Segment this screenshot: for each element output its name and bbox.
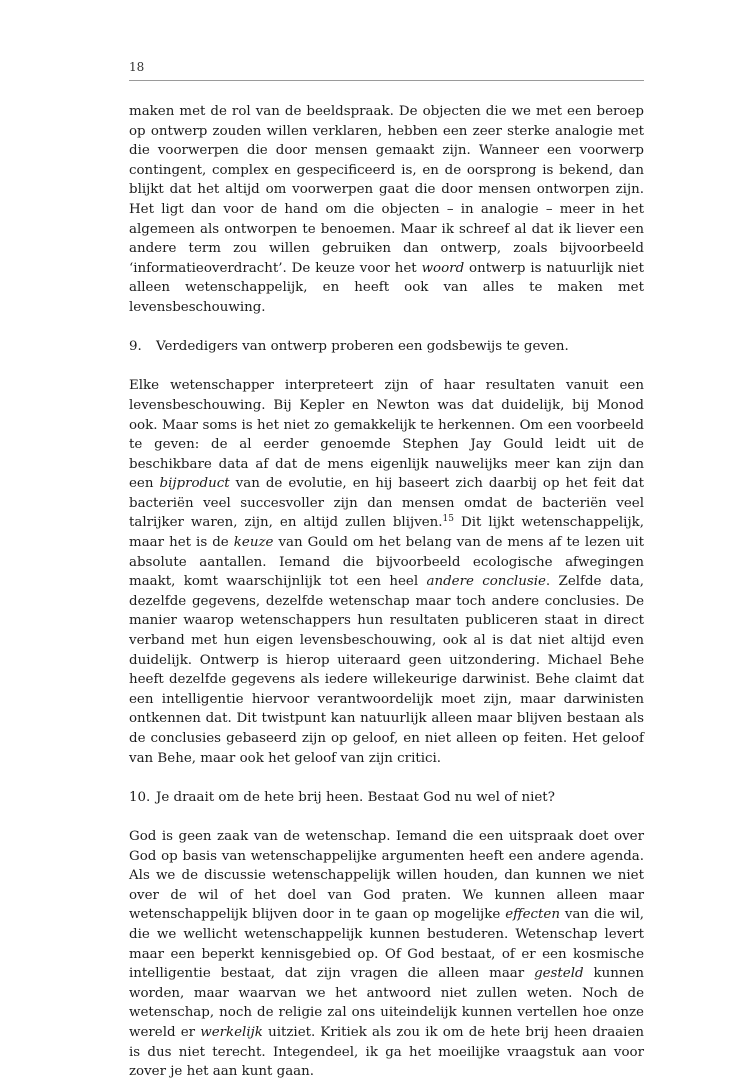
question-heading-10 <box>129 788 644 808</box>
header-rule <box>129 80 644 81</box>
question-text: Je draait om de hete brij heen. Bestaat God nu wel of niet? <box>156 789 555 805</box>
page-content <box>129 102 644 1082</box>
body-paragraph: maken met de rol van de beeldspraak. De objecten die we met een beroep op ontwerp zouden willen verklaren, hebben een zeer sterke analogie met die voorwerpen die door mensen gemaakt zijn. Wanneer een voorwerp contingent, complex en gespecificeerd is, en de oorsprong is bekend, dan blijkt dat het altijd om voorwerpen gaat die door mensen ontworpen zijn. Het ligt dan voor de hand om die objecten – in analogie – meer in het algemeen als ontworpen te benoemen. Maar ik schreef al dat ik liever een andere term zou willen gebruiken dan ontwerp, zoals bijvoorbeeld ‘informatieoverdracht’. De keuze voor het woord ontwerp is natuurlijk niet alleen wetenschappelijk, en heeft ook van alles te maken met levensbeschouwing. <box>129 104 644 315</box>
question-number: 9. <box>129 339 142 355</box>
question-number: 10. <box>129 789 151 805</box>
body-paragraph: Elke wetenschapper interpreteert zijn of haar resultaten vanuit een levensbeschouwing. Bij Kepler en Newton was dat duidelijk, bij Monod ook. Maar soms is het niet zo gemakkelijk te herkennen. Om een voorbeeld te geven: de al eerder genoemde Stephen Jay Gould leidt uit de beschikbare data af dat de mens eigenlijk nauwelijks meer kan zijn dan een bijproduct van de evolutie, en hij baseert zich daarbij op het feit dat bacteriën veel succesvoller zijn dan mensen omdat de bacteriën veel talrijker waren, zijn, en altijd zullen blijven.$^{15}$ Dit lijkt wetenschappelijk, maar het is de keuze van Gould om het belang van de mens af te lezen uit absolute aantallen. Iemand die bijvoorbeeld ecologische afwegingen maakt, komt waarschijnlijk tot een heel andere conclusie. Zelfde data, dezelfde gegevens, dezelfde wetenschap maar toch andere conclusies. De manier waarop wetenschappers hun resultaten publiceren staat in direct verband met hun eigen levensbeschouwing, ook al is dat niet altijd even duidelijk. Ontwerp is hierop uiteraard geen uitzondering. Michael Behe heeft dezelfde gegevens als iedere willekeurige darwinist. Behe claimt dat een intelligentie hiervoor verantwoordelijk moet zijn, maar darwinisten ontkennen dat. Dit twistpunt kan natuurlijk alleen maar blijven bestaan als de conclusies gebaseerd zijn op geloof, en niet alleen op feiten. Het geloof van Behe, maar ook het geloof van zijn critici. <box>129 378 644 766</box>
footnote-marker: 15 <box>442 514 454 525</box>
page-number: 18 <box>129 60 145 74</box>
question-heading-9 <box>129 337 644 357</box>
question-text: Verdedigers van ontwerp proberen een godsbewijs te geven. <box>156 339 569 355</box>
body-paragraph: God is geen zaak van de wetenschap. Iemand die een uitspraak doet over God op basis van wetenschappelijke argumenten heeft een andere agenda. Als we de discussie wetenschappelijk willen houden, dan kunnen we niet over de wil of het doel van God praten. We kunnen alleen maar wetenschappelijk blijven door in te gaan op mogelijke effecten van die wil, die we wellicht wetenschappelijk kunnen bestuderen. Wetenschap levert maar een beperkt kennisgebied op. Of God bestaat, of er een kosmische intelligentie bestaat, dat zijn vragen die alleen maar gesteld kunnen worden, maar waarvan we het antwoord niet zullen weten. Noch de wetenschap, noch de religie zal ons uiteindelijk kunnen vertellen hoe onze wereld er werkelijk uitziet. Kritiek als zou ik om de hete brij heen draaien is dus niet terecht. Integendeel, ik ga het moeilijke vraagstuk aan voor zover je het aan kunt gaan. <box>129 828 645 1080</box>
